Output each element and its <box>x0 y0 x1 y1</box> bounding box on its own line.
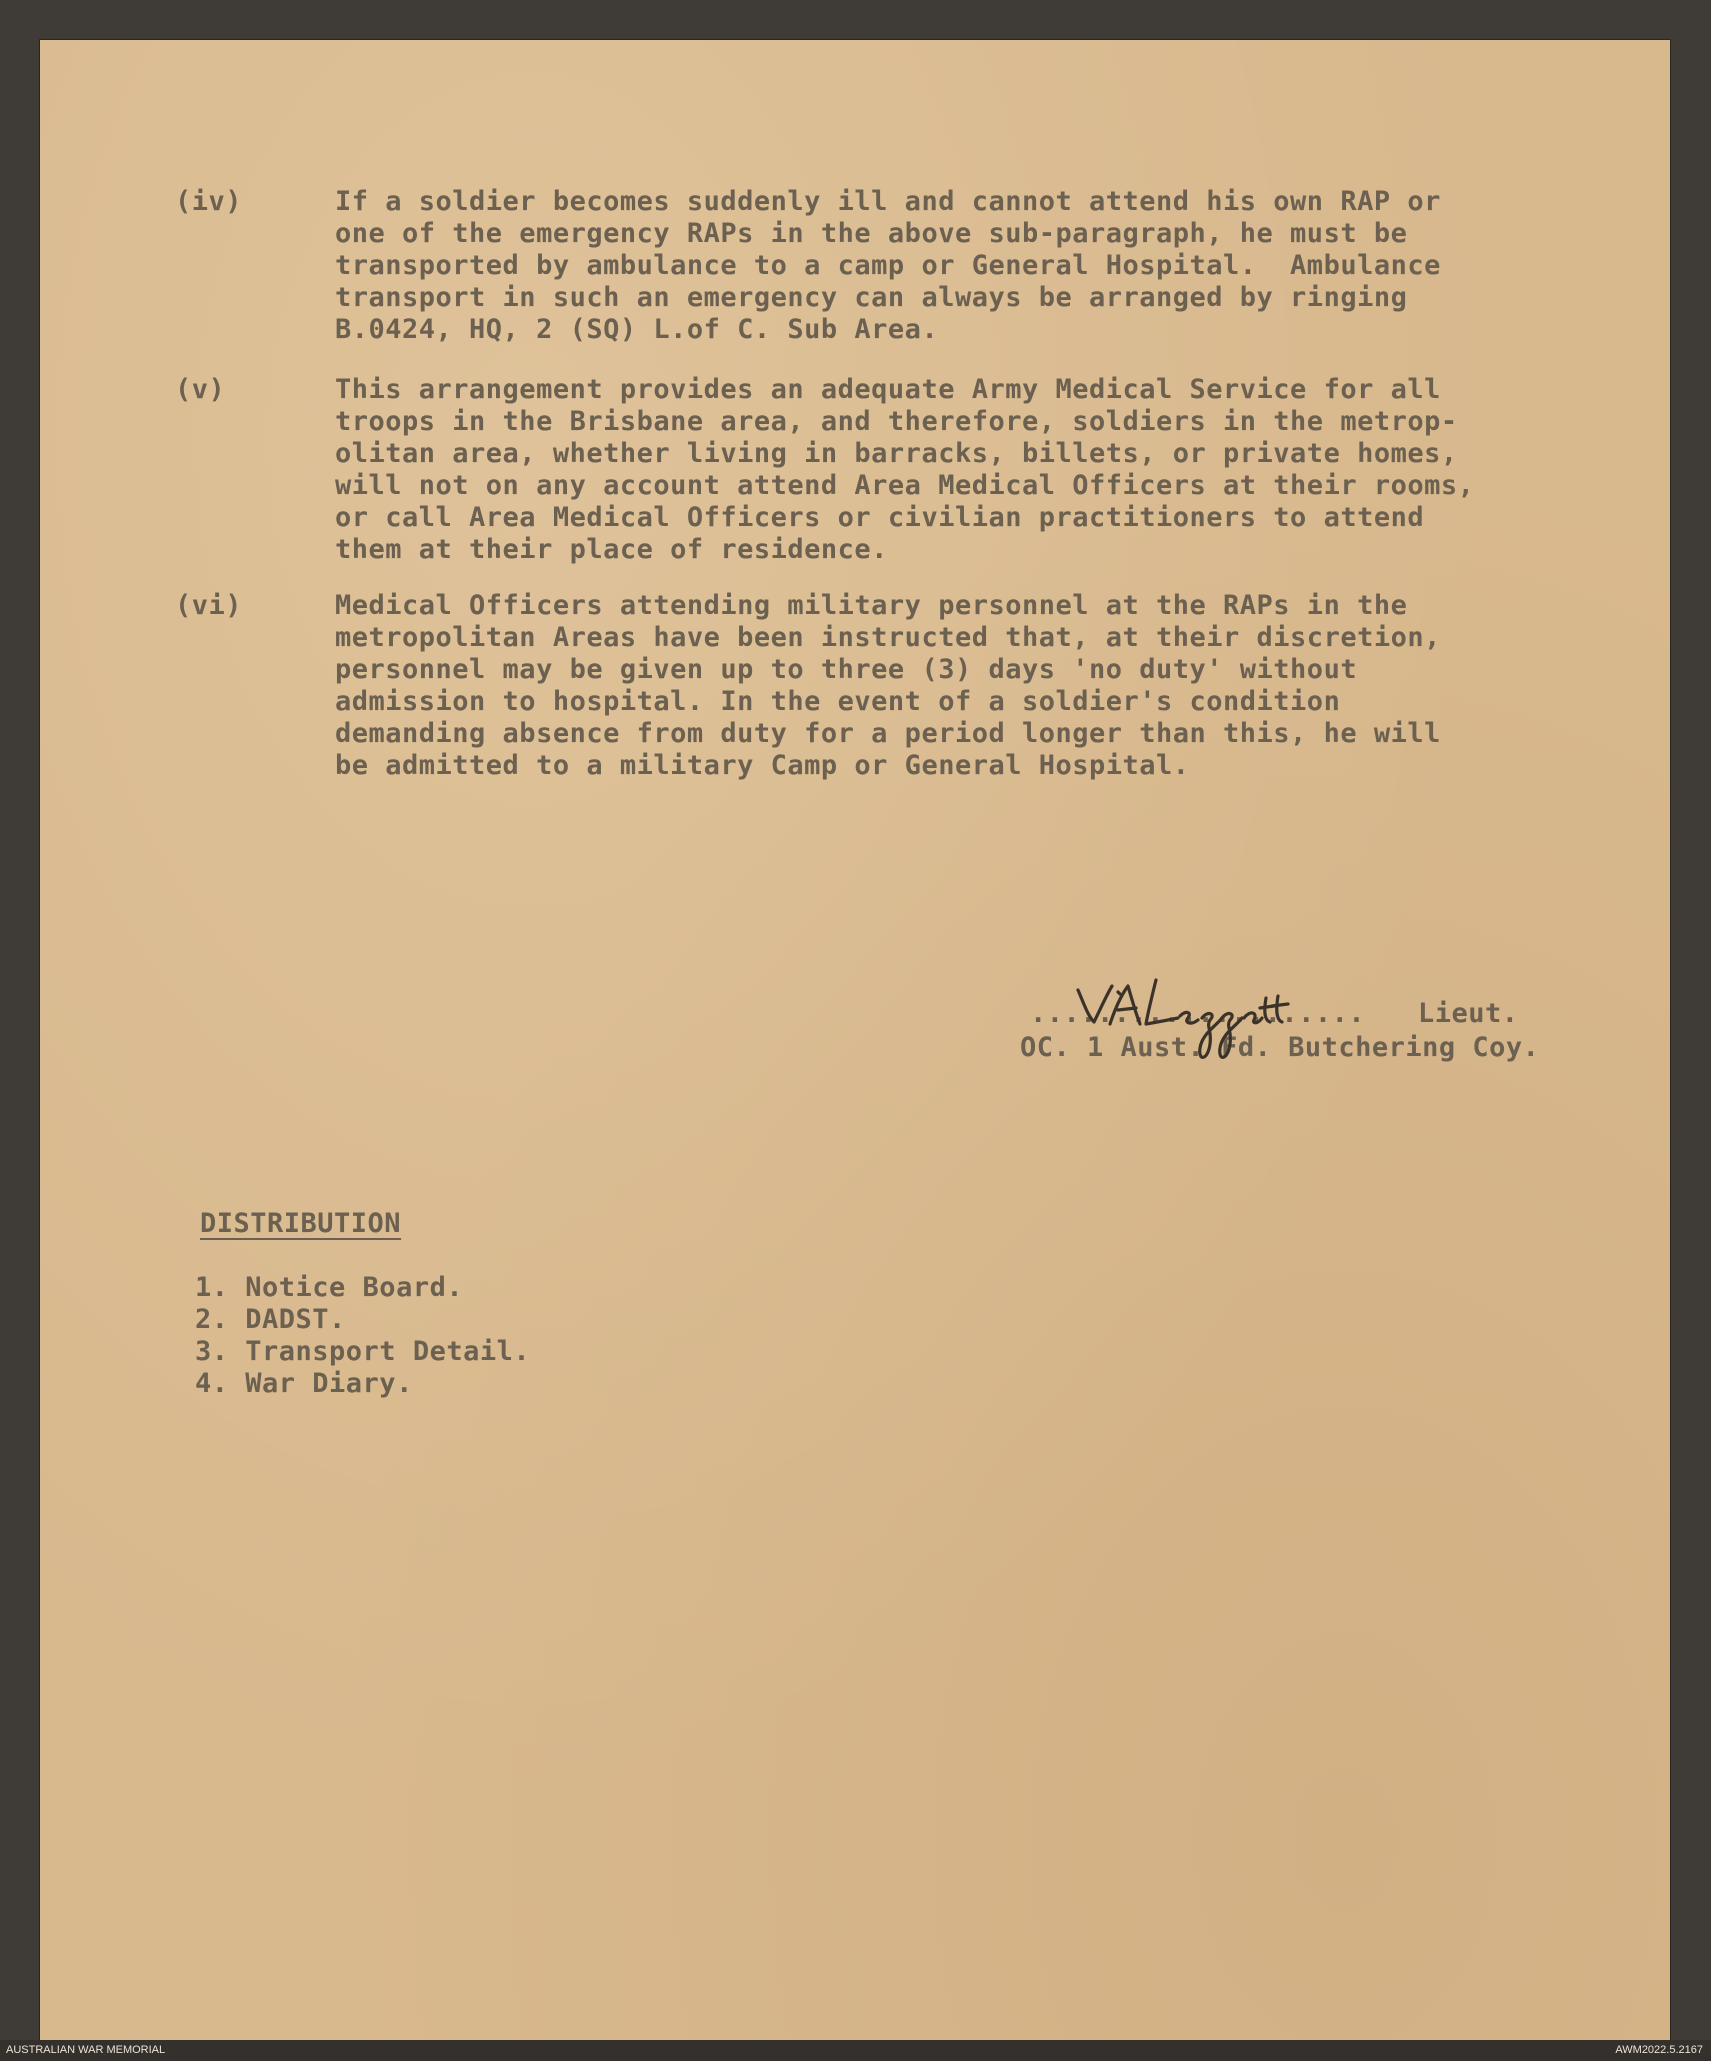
text-line: This arrangement provides an adequate Army Medical Service for all <box>335 374 1441 405</box>
archive-name: AUSTRALIAN WAR MEMORIAL <box>6 2044 166 2056</box>
list-item: 2. DADST. <box>195 1304 346 1335</box>
text-line: transport in such an emergency can always be arranged by ringing <box>335 282 1408 313</box>
text-line: metropolitan Areas have been instructed that, at their discretion, <box>335 622 1441 653</box>
text-line: them at their place of residence. <box>335 534 888 565</box>
paragraph-text <box>335 590 1605 782</box>
text-line: or call Area Medical Officers or civilian practitioners to attend <box>335 502 1425 533</box>
text-line: one of the emergency RAPs in the above sub-paragraph, he must be <box>335 218 1408 249</box>
list-item: 3. Transport Detail. <box>195 1336 531 1367</box>
signature-block <box>1020 990 1620 1110</box>
signature-dotted-line: .................... <box>1030 998 1366 1029</box>
text-line: olitan area, whether living in barracks, billets, or private homes, <box>335 438 1458 469</box>
text-line: B.0424, HQ, 2 (SQ) L.of C. Sub Area. <box>335 314 939 345</box>
list-item: 4. War Diary. <box>195 1368 413 1399</box>
paragraph-text <box>335 186 1605 346</box>
archive-reference: AWM2022.5.2167 <box>1615 2044 1703 2056</box>
text-line: troops in the Brisbane area, and therefore, soldiers in the metrop- <box>335 406 1458 437</box>
text-line: If a soldier becomes suddenly ill and cannot attend his own RAP or <box>335 186 1441 217</box>
handwritten-signature <box>1060 960 1300 1070</box>
paragraph-text <box>335 374 1605 566</box>
paragraph-number: (vi) <box>175 590 243 621</box>
distribution-heading: DISTRIBUTION <box>200 1208 402 1239</box>
paragraph-number: (v) <box>175 374 226 405</box>
signature-unit: OC. 1 Aust. Fd. Butchering Coy. <box>1020 1032 1540 1063</box>
distribution-list <box>195 1272 530 1400</box>
document-page <box>40 40 1670 2040</box>
text-line: demanding absence from duty for a period longer than this, he will <box>335 718 1441 749</box>
text-line: will not on any account attend Area Medical Officers at their rooms, <box>335 470 1475 501</box>
text-line: Medical Officers attending military personnel at the RAPs in the <box>335 590 1408 621</box>
list-item: 1. Notice Board. <box>195 1272 464 1303</box>
signature-rank: Lieut. <box>1418 998 1519 1029</box>
text-line: admission to hospital. In the event of a soldier's condition <box>335 686 1341 717</box>
text-line: transported by ambulance to a camp or General Hospital. Ambulance <box>335 250 1441 281</box>
text-line: personnel may be given up to three (3) days 'no duty' without <box>335 654 1358 685</box>
paragraph-number: (iv) <box>175 186 243 217</box>
text-line: be admitted to a military Camp or General Hospital. <box>335 750 1190 781</box>
archive-footer <box>0 2040 1711 2061</box>
